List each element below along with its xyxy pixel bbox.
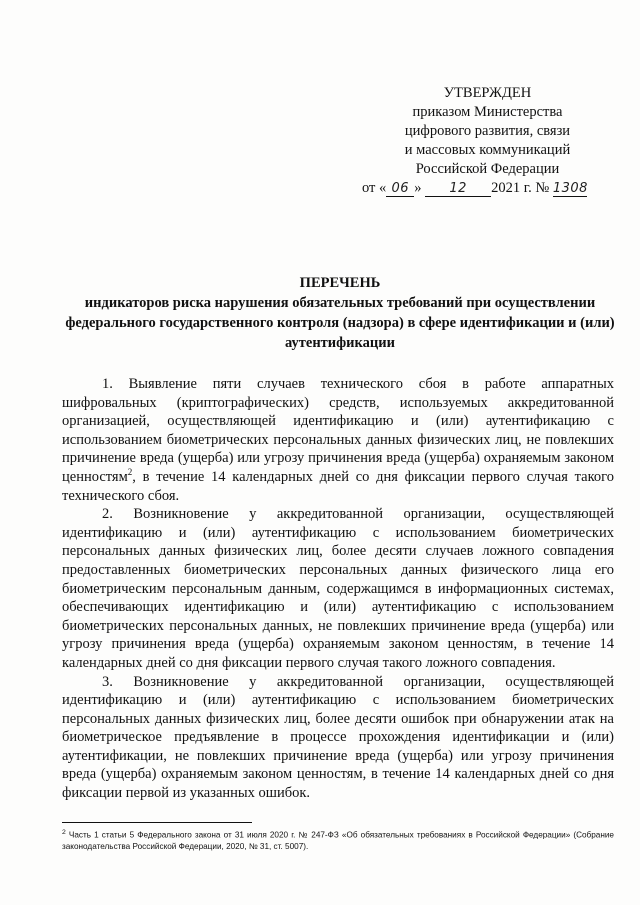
list-item [62,375,614,505]
list-item: 3. Возникновение у аккредитованной организации, осуществляющей идентификацию и (или) аутентификацию с использованием биометрических персональных данных физических лиц, более десяти ошибок при обнаружении атак на биометрическое предъявление в процессе прохождения идентификации и (или) аутентификации, не повлекших причинение вреда (ущерба) или угрозу причинения вреда (ущерба) охраняемым законом ценностям, в течение 14 календарных дней со дня фиксации первой из указанных ошибок. [62,673,614,802]
list-item: 2. Возникновение у аккредитованной организации, осуществляющей идентификацию и (или) аутентификацию с использованием биометрических персональных данных физических лиц, более десяти случаев ложного совпадения предоставленных биометрических персональных данных физического лица его биометрическим персональным данным, содержащимся в информационных системах, обеспечивающих идентификацию и (или) аутентификацию с использованием биометрических персональных данных, не повлекших причинение вреда (ущерба) или угрозу причинения вреда (ущерба) охраняемым законом ценностям, в течение 14 календарных дней со дня фиксации первого случая такого ложного совпадения. [62,506,614,671]
approval-date-line [360,179,615,198]
approval-heading: УТВЕРЖДЕН [443,85,532,101]
footnote-reference: 2 [127,467,133,478]
document-body [62,375,614,803]
handwritten-number: 1308 [552,181,588,196]
footnote [62,827,614,852]
handwritten-month: 12 [425,181,491,197]
approval-line-3: и массовых коммуникаций [404,142,571,158]
document-title: ПЕРЕЧЕНЬ [299,275,381,291]
footnote-text: Часть 1 статьи 5 Федерального закона от 31 июля 2020 г. № 247-ФЗ «Об обязательных требованиях в Российской Федерации» (Собрание законодательства Российской Федерации, 2020, № 31, ст. 5007). [62,830,614,851]
document-subtitle: индикаторов риска нарушения обязательных требований при осуществлении федерального государственного контроля (надзора) в сфере идентификации и (или) аутентификации [65,295,615,351]
item-1-text-end: , в течение 14 календарных дней со дня фиксации первого случая такого технического сбоя. [62,468,614,504]
approval-line-1: приказом Министерства [412,104,563,120]
item-1-text: 1. Выявление пяти случаев технического сбоя в работе аппаратных шифровальных (криптографических) средств, используемых аккредитованной организацией, осуществляющей идентификацию и (или) аутентификацию с использованием биометрических персональных данных физических лиц, не повлекших причинение вреда (ущерба) или угрозу причинения вреда (ущерба) охраняемым законом ценностям [62,376,614,485]
approval-line-2: цифрового развития, связи [404,123,571,139]
approval-line-4: Российской Федерации [415,161,560,177]
date-prefix: от « [362,180,387,196]
document-title-block [60,273,620,353]
date-year-suffix: 2021 г. № [491,180,550,196]
date-quote-close: » [414,180,422,196]
handwritten-day: 06 [386,181,414,197]
footnote-marker: 2 [62,829,66,836]
footnote-divider [62,822,252,823]
approval-block [360,84,615,198]
